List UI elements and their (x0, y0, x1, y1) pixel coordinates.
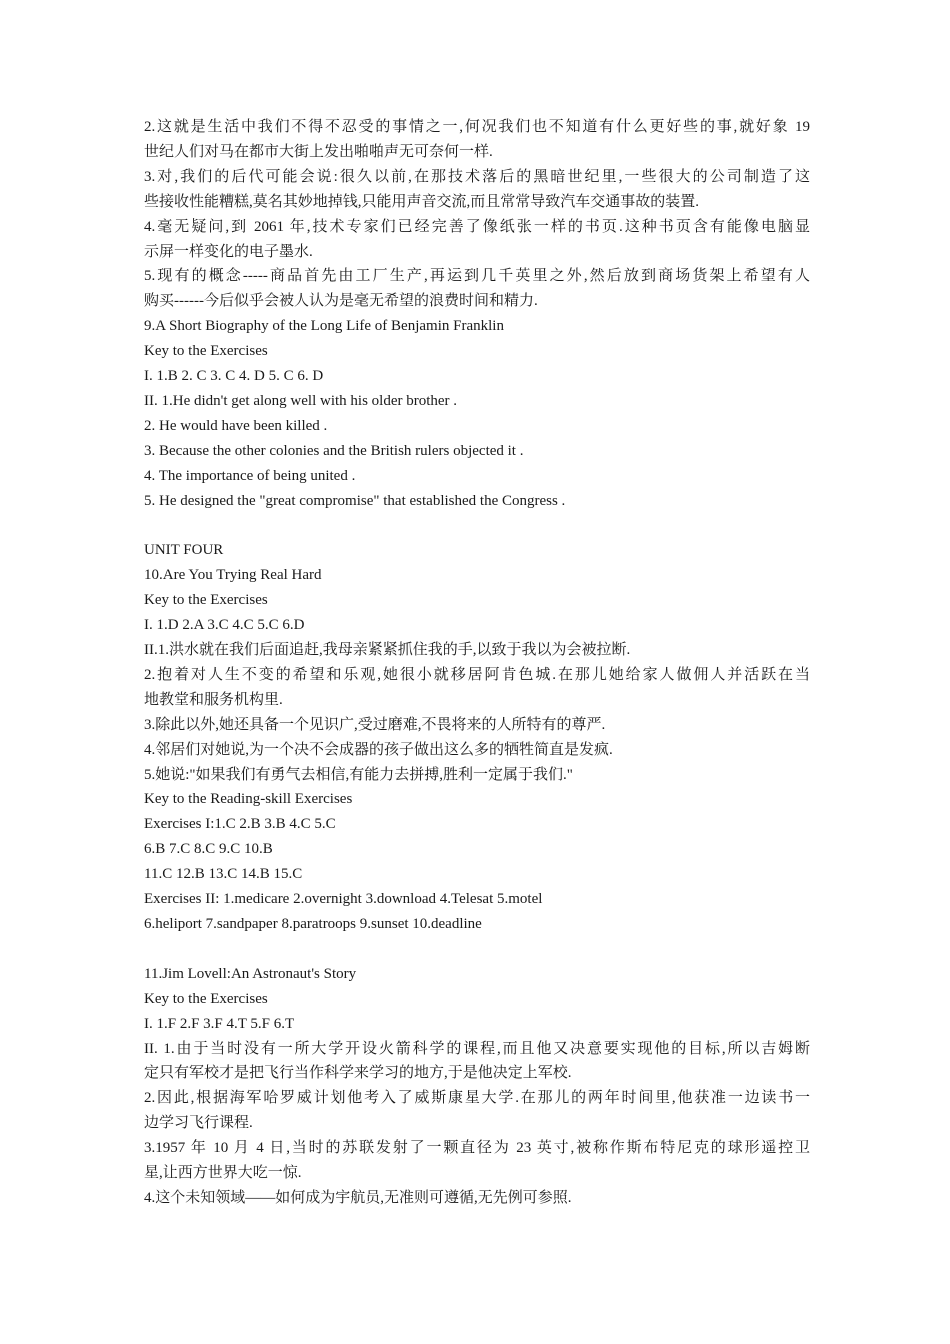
text-line: I. 1.F 2.F 3.F 4.T 5.F 6.T (144, 1015, 295, 1032)
text-line: 5.她说:"如果我们有勇气去相信,有能力去拼搏,胜利一定属于我们." (144, 766, 573, 783)
text-line: 3.1957 年 10 月 4 日,当时的苏联发射了一颗直径为 23 英寸,被称作斯布特尼克的球形遥控卫 (144, 1140, 810, 1157)
text-line: II.1.洪水就在我们后面追赶,我母亲紧紧抓住我的手,以致于我以为会被拉断. (144, 642, 631, 659)
text-line: II. 1.He didn't get along well with his older brother . (144, 392, 458, 409)
text-line: 3.除此以外,她还具备一个见识广,受过磨难,不畏将来的人所特有的尊严. (144, 716, 606, 733)
text-line: Exercises II: 1.medicare 2.overnight 3.download 4.Telesat 5.motel (144, 891, 543, 908)
text-line: 5.现有的概念-----商品首先由工厂生产,再运到几千英里之外,然后放到商场货架上希望有人 (144, 268, 810, 285)
text-line: I. 1.B 2. C 3. C 4. D 5. C 6. D (144, 368, 324, 385)
text-line: 2.抱着对人生不变的希望和乐观,她很小就移居阿肯色城.在那儿她给家人做佣人并活跃在当 (144, 666, 810, 683)
text-line: UNIT FOUR (144, 542, 224, 559)
text-line: 星,让西方世界大吃一惊. (144, 1165, 302, 1182)
text-line: 4.毫无疑问,到 2061 年,技术专家们已经完善了像纸张一样的书页.这种书页含有能像电脑显 (144, 218, 810, 235)
text-line: Key to the Exercises (144, 990, 268, 1007)
text-line: Key to the Exercises (144, 343, 268, 360)
text-line: 2.因此,根据海军哈罗威计划他考入了威斯康星大学.在那儿的两年时间里,他获准一边读书一 (144, 1090, 810, 1107)
text-line: 5. He designed the "great compromise" that established the Congress . (144, 492, 566, 509)
text-line: 定只有军校才是把飞行当作科学来学习的地方,于是他决定上军校. (144, 1065, 572, 1082)
blank-line (144, 937, 810, 962)
text-line: 10.Are You Trying Real Hard (144, 567, 322, 584)
text-line: 4. The importance of being united . (144, 467, 356, 484)
text-line: 4.这个未知领域——如何成为宇航员,无准则可遵循,无先例可参照. (144, 1189, 572, 1206)
text-line: 11.Jim Lovell:An Astronaut's Story (144, 965, 357, 982)
text-line: II. 1.由于当时没有一所大学开设火箭科学的课程,而且他又决意要实现他的目标,所以吉姆断 (144, 1040, 810, 1057)
text-line: 4.邻居们对她说,为一个决不会成器的孩子做出这么多的牺牲简直是发疯. (144, 741, 613, 758)
text-line: Exercises I:1.C 2.B 3.B 4.C 5.C (144, 816, 336, 833)
text-line: 9.A Short Biography of the Long Life of Benjamin Franklin (144, 318, 504, 335)
text-line: 地教堂和服务机构里. (144, 691, 283, 708)
text-line: 11.C 12.B 13.C 14.B 15.C (144, 866, 303, 883)
text-line: 些接收性能糟糕,莫名其妙地掉钱,只能用声音交流,而且常常导致汽车交通事故的装置. (144, 193, 700, 210)
text-line: 3. Because the other colonies and the British rulers objected it . (144, 442, 524, 459)
text-line: Key to the Reading-skill Exercises (144, 791, 353, 808)
text-line: I. 1.D 2.A 3.C 4.C 5.C 6.D (144, 617, 305, 634)
text-line: 6.B 7.C 8.C 9.C 10.B (144, 841, 273, 858)
text-line: 6.heliport 7.sandpaper 8.paratroops 9.sunset 10.deadline (144, 915, 482, 932)
text-line: 购买------今后似乎会被人认为是毫无希望的浪费时间和精力. (144, 293, 538, 310)
text-line: 2. He would have been killed . (144, 417, 328, 434)
document-page (144, 115, 810, 1211)
text-line: 3.对,我们的后代可能会说:很久以前,在那技术落后的黑暗世纪里,一些很大的公司制造了这 (144, 168, 810, 185)
text-line: 2.这就是生活中我们不得不忍受的事情之一,何况我们也不知道有什么更好些的事,就好象 19 (144, 119, 810, 135)
text-line: 世纪人们对马在都市大街上发出啪啪声无可奈何一样. (144, 143, 493, 160)
text-line: 边学习飞行课程. (144, 1115, 253, 1132)
text-line: 示屏一样变化的电子墨水. (144, 243, 313, 260)
blank-line (144, 514, 810, 539)
text-line: Key to the Exercises (144, 592, 268, 609)
